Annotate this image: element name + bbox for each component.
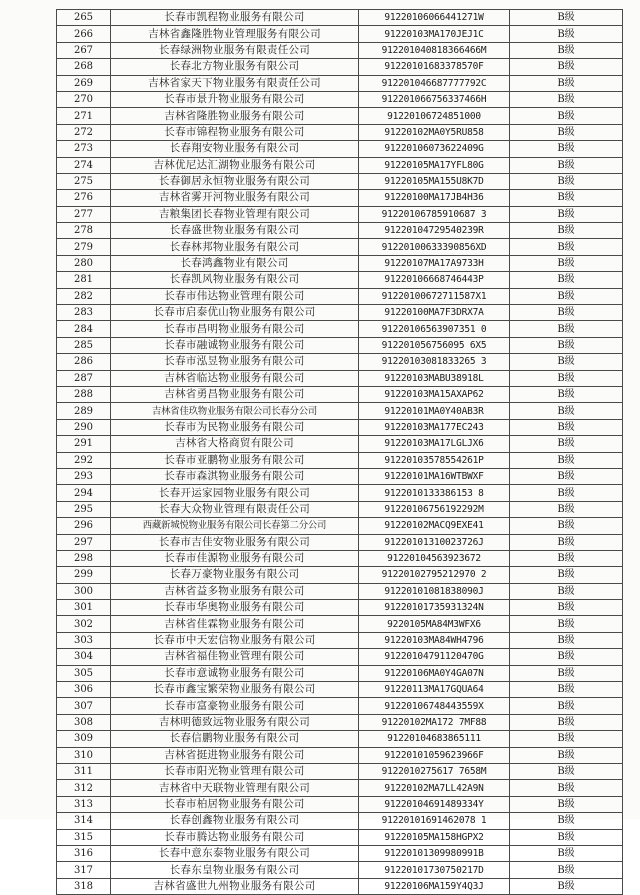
- row-number: 294: [57, 485, 111, 501]
- rating-grade: B级: [510, 763, 623, 779]
- table-row: [57, 649, 623, 665]
- company-name: 长春市中天宏信物业服务有限公司: [111, 632, 359, 648]
- company-name: 长春市森淇物业服务有限公司: [111, 468, 359, 484]
- table-row: [57, 862, 623, 878]
- credit-code: 91220103081833265 3: [359, 354, 510, 370]
- table-row: [57, 600, 623, 616]
- table-row: [57, 403, 623, 419]
- rating-grade: B级: [510, 747, 623, 763]
- table-row: [57, 10, 623, 26]
- credit-code: 91220100672711587X1: [359, 288, 510, 304]
- credit-code: 91220106563907351 0: [359, 321, 510, 337]
- table-row: [57, 436, 623, 452]
- row-number: 268: [57, 59, 111, 75]
- company-name: 长春市柏居物业服务有限公司: [111, 796, 359, 812]
- credit-code: 91220104791120470G: [359, 649, 510, 665]
- table-row: [57, 305, 623, 321]
- row-number: 309: [57, 731, 111, 747]
- credit-code: 91220107MA17A9733H: [359, 255, 510, 271]
- credit-code: 91220100MA7F3DRX7A: [359, 305, 510, 321]
- credit-code: 91220102MACQ9EXE41: [359, 518, 510, 534]
- table-row: [57, 354, 623, 370]
- rating-grade: B级: [510, 485, 623, 501]
- company-name: 长春创鑫物业服务有限公司: [111, 813, 359, 829]
- table-row: [57, 206, 623, 222]
- table-body: [57, 10, 623, 895]
- rating-grade: B级: [510, 337, 623, 353]
- table-row: [57, 239, 623, 255]
- credit-code: 91220106MA0Y4GA07N: [359, 665, 510, 681]
- company-name: 长春万豪物业服务有限公司: [111, 567, 359, 583]
- company-name: 长春绿洲物业服务有限责任公司: [111, 42, 359, 58]
- company-name: 长春市亚鹏物业服务有限公司: [111, 452, 359, 468]
- rating-grade: B级: [510, 829, 623, 845]
- credit-code: 91220106066441271W: [359, 10, 510, 26]
- row-number: 318: [57, 878, 111, 894]
- table-row: [57, 59, 623, 75]
- rating-grade: B级: [510, 386, 623, 402]
- rating-grade: B级: [510, 403, 623, 419]
- credit-code: 912201046687777792C: [359, 75, 510, 91]
- table-row: [57, 337, 623, 353]
- table-row: [57, 501, 623, 517]
- credit-code: 912201066756337466H: [359, 91, 510, 107]
- company-name: 吉林省鑫隆胜物业管理服务有限公司: [111, 26, 359, 42]
- company-name: 长春市华奥物业服务有限公司: [111, 600, 359, 616]
- row-number: 270: [57, 91, 111, 107]
- rating-grade: B级: [510, 518, 623, 534]
- credit-code: 91220101730750217D: [359, 862, 510, 878]
- company-name: 吉林省佳玖物业服务有限公司长春分公司: [111, 403, 359, 419]
- row-number: 303: [57, 632, 111, 648]
- rating-grade: B级: [510, 845, 623, 861]
- company-name: 吉林省临达物业服务有限公司: [111, 370, 359, 386]
- credit-code: 91220104683865111: [359, 731, 510, 747]
- table-row: [57, 583, 623, 599]
- rating-grade: B级: [510, 698, 623, 714]
- rating-grade: B级: [510, 157, 623, 173]
- credit-code: 91220105MA155U8K7D: [359, 173, 510, 189]
- rating-grade: B级: [510, 59, 623, 75]
- rating-grade: B级: [510, 91, 623, 107]
- company-name: 吉粮集团长春物业管理有限公司: [111, 206, 359, 222]
- rating-grade: B级: [510, 108, 623, 124]
- rating-grade: B级: [510, 10, 623, 26]
- table-row: [57, 698, 623, 714]
- row-number: 302: [57, 616, 111, 632]
- row-number: 305: [57, 665, 111, 681]
- row-number: 281: [57, 272, 111, 288]
- row-number: 287: [57, 370, 111, 386]
- company-name: 长春中意东泰物业服务有限公司: [111, 845, 359, 861]
- table-row: [57, 485, 623, 501]
- credit-code: 91220103MA177EC243: [359, 419, 510, 435]
- row-number: 295: [57, 501, 111, 517]
- row-number: 277: [57, 206, 111, 222]
- credit-code: 91220101059623966F: [359, 747, 510, 763]
- row-number: 314: [57, 813, 111, 829]
- credit-code: 91220105MA17YFL80G: [359, 157, 510, 173]
- rating-grade: B级: [510, 239, 623, 255]
- row-number: 280: [57, 255, 111, 271]
- row-number: 286: [57, 354, 111, 370]
- company-name: 长春翔安物业服务有限公司: [111, 141, 359, 157]
- table-row: [57, 550, 623, 566]
- rating-grade: B级: [510, 206, 623, 222]
- row-number: 299: [57, 567, 111, 583]
- table-row: [57, 141, 623, 157]
- row-number: 285: [57, 337, 111, 353]
- company-name: 长春市泓昱物业服务有限公司: [111, 354, 359, 370]
- table-row: [57, 665, 623, 681]
- table-row: [57, 288, 623, 304]
- table-row: [57, 567, 623, 583]
- row-number: 272: [57, 124, 111, 140]
- row-number: 317: [57, 862, 111, 878]
- company-name: 长春市鑫宝繁荣物业服务有限公司: [111, 682, 359, 698]
- table-row: [57, 632, 623, 648]
- company-name: 长春市为民物业服务有限公司: [111, 419, 359, 435]
- row-number: 292: [57, 452, 111, 468]
- rating-grade: B级: [510, 649, 623, 665]
- row-number: 315: [57, 829, 111, 845]
- company-name: 长春市伟达物业管理有限公司: [111, 288, 359, 304]
- rating-grade: B级: [510, 813, 623, 829]
- company-name: 吉林省隆胜物业服务有限公司: [111, 108, 359, 124]
- table-row: [57, 173, 623, 189]
- row-number: 283: [57, 305, 111, 321]
- company-name: 吉林省盛世九州物业服务有限公司: [111, 878, 359, 894]
- credit-code: 91220101MA16WTBWXF: [359, 468, 510, 484]
- rating-grade: B级: [510, 862, 623, 878]
- company-name: 长春市凯程物业服务有限公司: [111, 10, 359, 26]
- rating-grade: B级: [510, 173, 623, 189]
- company-name: 长春市吉佳安物业服务有限公司: [111, 534, 359, 550]
- table-row: [57, 190, 623, 206]
- row-number: 300: [57, 583, 111, 599]
- rating-grade: B级: [510, 141, 623, 157]
- credit-code: 91220106756192292M: [359, 501, 510, 517]
- row-number: 291: [57, 436, 111, 452]
- credit-code: 91220101683378570F: [359, 59, 510, 75]
- company-name: 吉林省挺进物业服务有限公司: [111, 747, 359, 763]
- rating-grade: B级: [510, 796, 623, 812]
- table-row: [57, 813, 623, 829]
- row-number: 297: [57, 534, 111, 550]
- row-number: 301: [57, 600, 111, 616]
- row-number: 269: [57, 75, 111, 91]
- credit-code: 9122010275617 7658M: [359, 763, 510, 779]
- table-row: [57, 108, 623, 124]
- row-number: 312: [57, 780, 111, 796]
- row-number: 282: [57, 288, 111, 304]
- table-row: [57, 780, 623, 796]
- table-row: [57, 124, 623, 140]
- company-name: 长春林邦物业服务有限公司: [111, 239, 359, 255]
- credit-code: 91220103MA170JEJ1C: [359, 26, 510, 42]
- company-name: 长春市腾达物业服务有限公司: [111, 829, 359, 845]
- rating-grade: B级: [510, 26, 623, 42]
- row-number: 311: [57, 763, 111, 779]
- company-name: 吉林省雾开河物业服务有限公司: [111, 190, 359, 206]
- rating-grade: B级: [510, 354, 623, 370]
- rating-grade: B级: [510, 714, 623, 730]
- rating-grade: B级: [510, 305, 623, 321]
- company-name: 长春御居永恒物业服务有限公司: [111, 173, 359, 189]
- row-number: 290: [57, 419, 111, 435]
- row-number: 313: [57, 796, 111, 812]
- rating-grade: B级: [510, 370, 623, 386]
- table-row: [57, 747, 623, 763]
- rating-grade: B级: [510, 223, 623, 239]
- rating-grade: B级: [510, 272, 623, 288]
- row-number: 278: [57, 223, 111, 239]
- table-row: [57, 714, 623, 730]
- credit-code: 912201040818366466M: [359, 42, 510, 58]
- row-number: 276: [57, 190, 111, 206]
- table-row: [57, 26, 623, 42]
- credit-code: 91220102MA0Y5RU858: [359, 124, 510, 140]
- credit-code: 91220103MABU38918L: [359, 370, 510, 386]
- credit-code: 91220101691462078 1: [359, 813, 510, 829]
- table-row: [57, 682, 623, 698]
- row-number: 298: [57, 550, 111, 566]
- row-number: 289: [57, 403, 111, 419]
- company-name: 长春北方物业服务有限公司: [111, 59, 359, 75]
- company-name: 吉林省家天下物业服务有限责任公司: [111, 75, 359, 91]
- rating-grade: B级: [510, 452, 623, 468]
- row-number: 274: [57, 157, 111, 173]
- credit-code: 91220102795212970 2: [359, 567, 510, 583]
- rating-grade: B级: [510, 583, 623, 599]
- table-row: [57, 272, 623, 288]
- company-name: 吉林优尼达汇湖物业服务有限公司: [111, 157, 359, 173]
- table-row: [57, 616, 623, 632]
- table-row: [57, 42, 623, 58]
- row-number: 273: [57, 141, 111, 157]
- table-row: [57, 223, 623, 239]
- rating-grade: B级: [510, 600, 623, 616]
- row-number: 306: [57, 682, 111, 698]
- row-number: 308: [57, 714, 111, 730]
- company-name: 长春信鹏物业服务有限公司: [111, 731, 359, 747]
- credit-code: 91220106748443559X: [359, 698, 510, 714]
- table-row: [57, 878, 623, 894]
- company-name: 吉林省益多物业服务有限公司: [111, 583, 359, 599]
- row-number: 267: [57, 42, 111, 58]
- company-name: 吉林省勇昌物业服务有限公司: [111, 386, 359, 402]
- company-name: 长春市融诚物业服务有限公司: [111, 337, 359, 353]
- credit-code: 91220102MA7LL42A9N: [359, 780, 510, 796]
- company-name: 吉林省大格商贸有限公司: [111, 436, 359, 452]
- rating-grade: B级: [510, 731, 623, 747]
- row-number: 266: [57, 26, 111, 42]
- rating-grade: B级: [510, 321, 623, 337]
- credit-code: 91220113MA17GQUA64: [359, 682, 510, 698]
- company-name: 长春开运家园物业服务有限公司: [111, 485, 359, 501]
- credit-code: 91220101309980991B: [359, 845, 510, 861]
- table-row: [57, 468, 623, 484]
- table-row: [57, 796, 623, 812]
- table-row: [57, 157, 623, 173]
- company-name: 长春凯风物业服务有限公司: [111, 272, 359, 288]
- company-name: 长春市昌明物业服务有限公司: [111, 321, 359, 337]
- rating-grade: B级: [510, 780, 623, 796]
- row-number: 310: [57, 747, 111, 763]
- table-row: [57, 255, 623, 271]
- credit-code: 91220104729540239R: [359, 223, 510, 239]
- company-name: 吉林明德致远物业服务有限公司: [111, 714, 359, 730]
- credit-code: 91220103578554261P: [359, 452, 510, 468]
- credit-code: 91220105MA158HGPX2: [359, 829, 510, 845]
- table-row: [57, 419, 623, 435]
- credit-code: 91220103MA84WH4796: [359, 632, 510, 648]
- rating-grade: B级: [510, 419, 623, 435]
- table-row: [57, 845, 623, 861]
- company-name: 长春市意诚物业服务有限公司: [111, 665, 359, 681]
- credit-code: 91220106785910687 3: [359, 206, 510, 222]
- credit-code: 91220103MA15AXAP62: [359, 386, 510, 402]
- credit-code: 912201056756095 6X5: [359, 337, 510, 353]
- table-row: [57, 829, 623, 845]
- rating-grade: B级: [510, 534, 623, 550]
- rating-grade: B级: [510, 616, 623, 632]
- table-row: [57, 75, 623, 91]
- rating-grade: B级: [510, 436, 623, 452]
- table-row: [57, 321, 623, 337]
- credit-code: 9122010133386153 8: [359, 485, 510, 501]
- table-row: [57, 534, 623, 550]
- row-number: 316: [57, 845, 111, 861]
- rating-grade: B级: [510, 42, 623, 58]
- table-row: [57, 386, 623, 402]
- rating-grade: B级: [510, 878, 623, 894]
- credit-code: 91220101MA0Y40AB3R: [359, 403, 510, 419]
- row-number: 304: [57, 649, 111, 665]
- row-number: 271: [57, 108, 111, 124]
- credit-code: 91220104691489334Y: [359, 796, 510, 812]
- table-row: [57, 91, 623, 107]
- credit-code: 91220101735931324N: [359, 600, 510, 616]
- company-name: 长春东皇物业服务有限公司: [111, 862, 359, 878]
- rating-grade: B级: [510, 632, 623, 648]
- rating-grade: B级: [510, 665, 623, 681]
- rating-grade: B级: [510, 255, 623, 271]
- credit-code: 91220100MA17JB4H36: [359, 190, 510, 206]
- company-name: 吉林省福佳物业管理有限公司: [111, 649, 359, 665]
- rating-grade: B级: [510, 501, 623, 517]
- company-name: 长春盛世物业服务有限公司: [111, 223, 359, 239]
- credit-code: 91220104563923672: [359, 550, 510, 566]
- row-number: 288: [57, 386, 111, 402]
- credit-code: 91220100633390856XD: [359, 239, 510, 255]
- company-name: 长春市启泰优山物业服务有限公司: [111, 305, 359, 321]
- credit-code: 91220106MA159Y4Q3J: [359, 878, 510, 894]
- rating-grade: B级: [510, 468, 623, 484]
- table-row: [57, 518, 623, 534]
- company-name: 吉林省中天联物业管理有限公司: [111, 780, 359, 796]
- rating-grade: B级: [510, 75, 623, 91]
- table-row: [57, 452, 623, 468]
- rating-grade: B级: [510, 550, 623, 566]
- company-name: 长春市景升物业服务有限公司: [111, 91, 359, 107]
- company-name: 长春市佳源物业服务有限公司: [111, 550, 359, 566]
- rating-grade: B级: [510, 288, 623, 304]
- credit-rating-table: [56, 9, 623, 895]
- credit-code: 91220101310023726J: [359, 534, 510, 550]
- rating-grade: B级: [510, 682, 623, 698]
- company-name: 吉林省佳霖物业服务有限公司: [111, 616, 359, 632]
- table-row: [57, 731, 623, 747]
- row-number: 284: [57, 321, 111, 337]
- company-name: 西藏新城悦物业服务有限公司长春第二分公司: [111, 518, 359, 534]
- rating-grade: B级: [510, 124, 623, 140]
- company-name: 长春市富豪物业服务有限公司: [111, 698, 359, 714]
- credit-code: 9220105MA84M3WFX6: [359, 616, 510, 632]
- row-number: 296: [57, 518, 111, 534]
- table-row: [57, 763, 623, 779]
- row-number: 275: [57, 173, 111, 189]
- row-number: 307: [57, 698, 111, 714]
- credit-code: 91220106073622409G: [359, 141, 510, 157]
- company-name: 长春鸿鑫物业有限公司: [111, 255, 359, 271]
- row-number: 293: [57, 468, 111, 484]
- company-name: 长春市阳光物业管理有限公司: [111, 763, 359, 779]
- table-row: [57, 370, 623, 386]
- row-number: 279: [57, 239, 111, 255]
- rating-grade: B级: [510, 567, 623, 583]
- rating-grade: B级: [510, 190, 623, 206]
- company-name: 长春大众物业管理有限责任公司: [111, 501, 359, 517]
- credit-code: 91220106724851000: [359, 108, 510, 124]
- row-number: 265: [57, 10, 111, 26]
- credit-code: 91220106668746443P: [359, 272, 510, 288]
- company-name: 长春市锦程物业服务有限公司: [111, 124, 359, 140]
- credit-code: 91220102MA172 7MF88: [359, 714, 510, 730]
- credit-code: 91220101081838090J: [359, 583, 510, 599]
- credit-code: 91220103MA17LGLJX6: [359, 436, 510, 452]
